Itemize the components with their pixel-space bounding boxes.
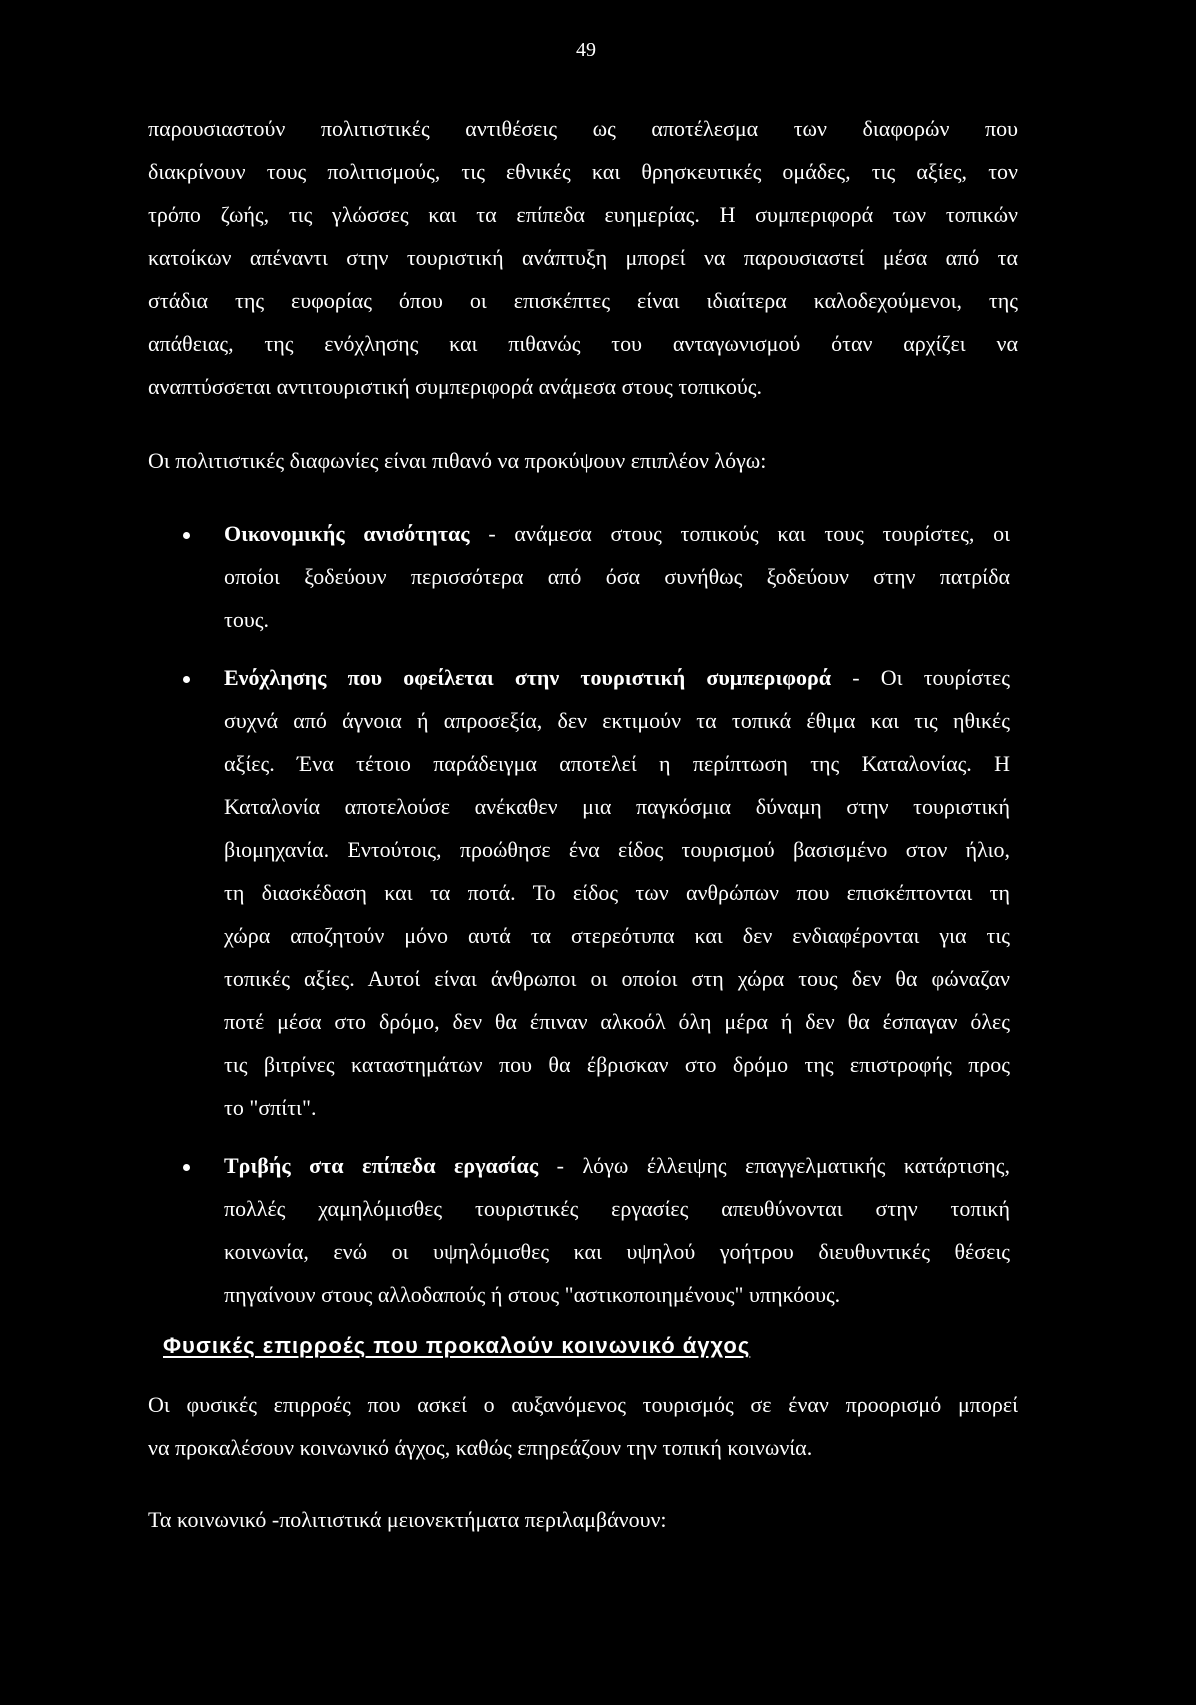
bullet-item [224, 512, 1010, 641]
text-line: τρόπο ζωής, τις γλώσσες και τα επίπεδα ευημερίας. Η συμπεριφορά των τοπικών [148, 202, 1018, 227]
text-line: στάδια της ευφορίας όπου οι επισκέπτες είναι ιδιαίτερα καλοδεχούμενοι, της [148, 288, 1018, 313]
text-line: Οι πολιτιστικές διαφωνίες είναι πιθανό να προκύψουν επιπλέον λόγω: [148, 448, 767, 473]
text-line: Τα κοινωνικό -πολιτιστικά μειονεκτήματα περιλαμβάνουν: [148, 1507, 667, 1532]
text-line: τη διασκέδαση και τα ποτά. Το είδος των ανθρώπων που επισκέπτονται τη [224, 880, 1010, 905]
text-line: πολλές χαμηλόμισθες τουριστικές εργασίες απευθύνονται στην τοπική [224, 1196, 1010, 1221]
text-line: να προκαλέσουν κοινωνικό άγχος, καθώς επηρεάζουν την τοπική κοινωνία. [148, 1435, 813, 1460]
intro-paragraph [148, 107, 1018, 408]
text-line: Καταλονία αποτελούσε ανέκαθεν μια παγκόσμια δύναμη στην τουριστική [224, 794, 1010, 819]
text-line: οποίοι ξοδεύουν περισσότερα από όσα συνήθως ξοδεύουν στην πατρίδα [224, 564, 1010, 589]
text-line: συχνά από άγνοια ή απροσεξία, δεν εκτιμούν τα τοπικά έθιμα και τις ηθικές [224, 708, 1010, 733]
text-line: χώρα αποζητούν μόνο αυτά τα στερεότυπα και δεν ενδιαφέρονται για τις [224, 923, 1010, 948]
text-line: βιομηχανία. Εντούτοις, προώθησε ένα είδος τουρισμού βασισμένο στον ήλιο, [224, 837, 1010, 862]
text-line: κοινωνία, ενώ οι υψηλόμισθες και υψηλού γοήτρου διευθυντικές θέσεις [224, 1239, 1010, 1264]
text-line: παρουσιαστούν πολιτιστικές αντιθέσεις ως αποτέλεσμα των διαφορών που [148, 116, 1018, 141]
text-line: διακρίνουν τους πολιτισμούς, τις εθνικές και θρησκευτικές ομάδες, τις αξίες, τον [148, 159, 1018, 184]
text-line: αναπτύσσεται αντιτουριστική συμπεριφορά ανάμεσα στους τοπικούς. [148, 374, 762, 399]
section-paragraph [148, 1383, 1018, 1469]
text-line [224, 656, 1010, 699]
text-line: το "σπίτι". [224, 1095, 317, 1120]
text-segment: - λόγω έλλειψης επαγγελματικής κατάρτισης, [556, 1153, 1010, 1178]
text-segment: - ανάμεσα στους τοπικούς και τους τουρίστες, οι [488, 521, 1011, 546]
text-line: τις βιτρίνες καταστημάτων που θα έβρισκαν στο δρόμο της επιστροφής προς [224, 1052, 1010, 1077]
page-number: 49 [576, 39, 596, 61]
closing-paragraph [148, 1498, 1018, 1541]
text-line: ποτέ μέσα στο δρόμο, δεν θα έπιναν αλκοόλ όλη μέρα ή δεν θα έσπαγαν όλες [224, 1009, 1010, 1034]
text-segment: - Οι τουρίστες [852, 665, 1010, 690]
text-line: Οι φυσικές επιρροές που ασκεί ο αυξανόμενος τουρισμός σε έναν προορισμό μπορεί [148, 1392, 1018, 1417]
bullet-title: Ενόχλησης που οφείλεται στην τουριστική συμπεριφορά [224, 665, 832, 690]
bullet-icon [183, 676, 190, 683]
text-line [224, 1144, 1010, 1187]
text-line: τους. [224, 607, 269, 632]
text-line: αξίες. Ένα τέτοιο παράδειγμα αποτελεί η περίπτωση της Καταλονίας. Η [224, 751, 1010, 776]
section-heading: Φυσικές επιρροές που προκαλούν κοινωνικό άγχος [163, 1333, 751, 1358]
text-line: τοπικές αξίες. Αυτοί είναι άνθρωποι οι οποίοι στη χώρα τους δεν θα φώναζαν [224, 966, 1010, 991]
text-line: πηγαίνουν στους αλλοδαπούς ή στους "αστικοποιημένους" υπηκόους. [224, 1282, 841, 1307]
bullet-item [224, 1144, 1010, 1316]
text-line: απάθειας, της ενόχλησης και πιθανώς του ανταγωνισμού όταν αρχίζει να [148, 331, 1018, 356]
bullet-icon [183, 1164, 190, 1171]
bullet-icon [183, 532, 190, 539]
bullet-item [224, 656, 1010, 1129]
bullet-title: Τριβής στα επίπεδα εργασίας [224, 1153, 539, 1178]
text-line [224, 512, 1010, 555]
text-line: κατοίκων απέναντι στην τουριστική ανάπτυξη μπορεί να παρουσιαστεί μέσα από τα [148, 245, 1018, 270]
lead-in-paragraph [148, 439, 1018, 482]
bullet-title: Οικονομικής ανισότητας [224, 521, 470, 546]
